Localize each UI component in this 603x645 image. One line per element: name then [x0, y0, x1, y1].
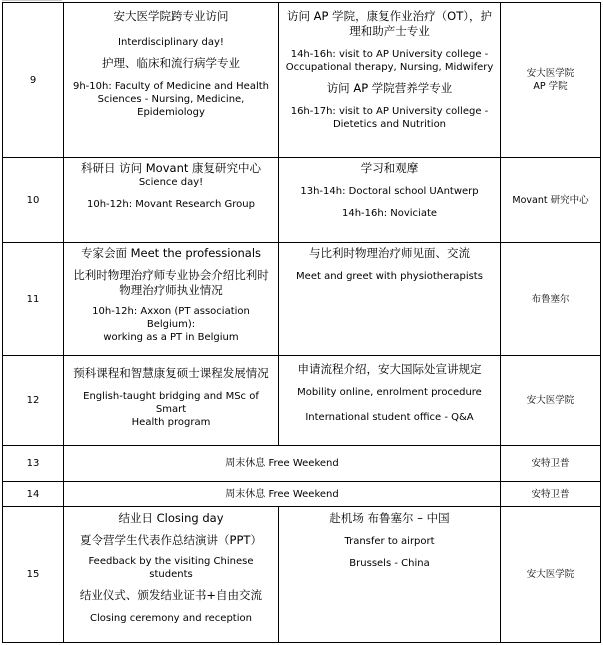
schedule-table: [2, 2, 601, 643]
activity-line: 10h-12h: Axxon (PT association Belgium):: [92, 306, 250, 330]
table-row: [3, 243, 601, 356]
table-row: [3, 158, 601, 243]
location-line: 安特卫普: [531, 458, 570, 469]
day-cell: 13: [3, 446, 64, 482]
activity-line: 赴机场 布鲁塞尔 – 中国: [329, 511, 450, 525]
activity-line: 理和助产士专业: [349, 24, 430, 38]
location-line: 安大医学院: [526, 569, 575, 580]
activity-line: 9h-10h: Faculty of Medicine and Health: [72, 81, 269, 92]
day-cell: 10: [3, 158, 64, 243]
morning-activity-cell: [64, 356, 279, 446]
activity-line: Epidemiology: [137, 107, 205, 118]
location-cell: [501, 482, 601, 507]
activity-line: Science day!: [138, 177, 204, 188]
activity-line: Feedback by the visiting Chinese students: [88, 556, 254, 580]
activity-line: 结业仪式、颁发结业证书+自由交流: [79, 588, 263, 602]
location-cell: [501, 158, 601, 243]
morning-activity-cell: [64, 158, 279, 243]
activity-line: 访问 AP 学院营养学专业: [326, 81, 453, 95]
activity-line: 物理治疗师执业情况: [119, 283, 223, 297]
activity-line: 16h-17h: visit to AP University college -: [290, 106, 489, 117]
activity-line: 10h-12h: Movant Research Group: [86, 199, 255, 210]
weekend-cell: 周末休息 Free Weekend: [64, 482, 501, 507]
table-row: [3, 507, 601, 643]
table-row: [3, 446, 601, 482]
activity-line: 学习和观摩: [360, 161, 419, 175]
activity-line: 护理、临床和流行病学专业: [102, 56, 240, 70]
afternoon-activity-cell: [279, 158, 501, 243]
activity-line: Dietetics and Nutrition: [332, 119, 447, 130]
weekend-cell: 周末休息 Free Weekend: [64, 446, 501, 482]
location-cell: [501, 243, 601, 356]
location-line: AP 学院: [533, 81, 568, 92]
day-cell: 15: [3, 507, 64, 643]
activity-line: Health program: [131, 417, 211, 428]
activity-line: Mobility online, enrolment procedure: [297, 387, 482, 398]
activity-line: Interdisciplinary day!: [118, 37, 224, 48]
morning-activity-cell: [64, 243, 279, 356]
activity-line: 与比利时物理治疗师见面、交流: [309, 246, 470, 260]
activity-line: working as a PT in Belgium: [103, 332, 239, 343]
day-cell: 9: [3, 3, 64, 158]
location-cell: [501, 446, 601, 482]
afternoon-activity-cell: [279, 507, 501, 643]
activity-line: 访问 AP 学院，康复作业治疗（OT），护: [287, 9, 492, 23]
location-line: 安大医学院: [526, 395, 575, 406]
activity-line: Brussels - China: [349, 558, 430, 569]
afternoon-activity-cell: [279, 243, 501, 356]
activity-line: 专家会面 Meet the professionals: [80, 246, 262, 260]
activity-line: 比利时物理治疗师专业协会介绍比利时: [73, 268, 269, 282]
day-cell: 12: [3, 356, 64, 446]
activity-line: English-taught bridging and MSc of Smart: [83, 391, 259, 415]
activity-line: 科研日 访问 Movant 康复研究中心: [80, 161, 262, 175]
afternoon-activity-cell: [279, 3, 501, 158]
activity-line: 夏令营学生代表作总结演讲（PPT）: [80, 533, 262, 547]
location-line: 安大医学院: [526, 68, 575, 79]
activity-line: 14h-16h: Noviciate: [341, 208, 438, 219]
morning-activity-cell: [64, 3, 279, 158]
location-line: 布鲁塞尔: [531, 293, 570, 305]
day-cell: 11: [3, 243, 64, 356]
location-cell: [501, 3, 601, 158]
table-top-stub: [2, 0, 62, 1]
morning-activity-cell: [64, 507, 279, 643]
activity-line: Meet and greet with physiotherapists: [296, 271, 483, 282]
location-line: 安特卫普: [531, 488, 570, 500]
activity-line: Sciences - Nursing, Medicine,: [97, 94, 245, 105]
activity-line: 申请流程介绍，安大国际处宣讲规定: [297, 362, 482, 376]
activity-line: Closing ceremony and reception: [90, 613, 252, 624]
activity-line: Occupational therapy, Nursing, Midwifery: [285, 62, 494, 73]
activity-line: 14h-16h: visit to AP University college -: [290, 49, 489, 60]
afternoon-activity-cell: [279, 356, 501, 446]
location-line: Movant 研究中心: [512, 194, 589, 206]
location-cell: [501, 356, 601, 446]
activity-line: 预科课程和智慧康复硕士课程发展情况: [73, 366, 269, 380]
activity-line: Transfer to airport: [344, 536, 435, 547]
day-cell: 14: [3, 482, 64, 507]
activity-line: 安大医学院跨专业访问: [113, 9, 229, 23]
activity-line: 13h-14h: Doctoral school UAntwerp: [300, 186, 479, 197]
table-row: [3, 356, 601, 446]
table-row: [3, 482, 601, 507]
table-row: [3, 3, 601, 158]
activity-line: 结业日 Closing day: [118, 511, 224, 525]
location-cell: [501, 507, 601, 643]
activity-line: International student office - Q&A: [305, 412, 474, 423]
